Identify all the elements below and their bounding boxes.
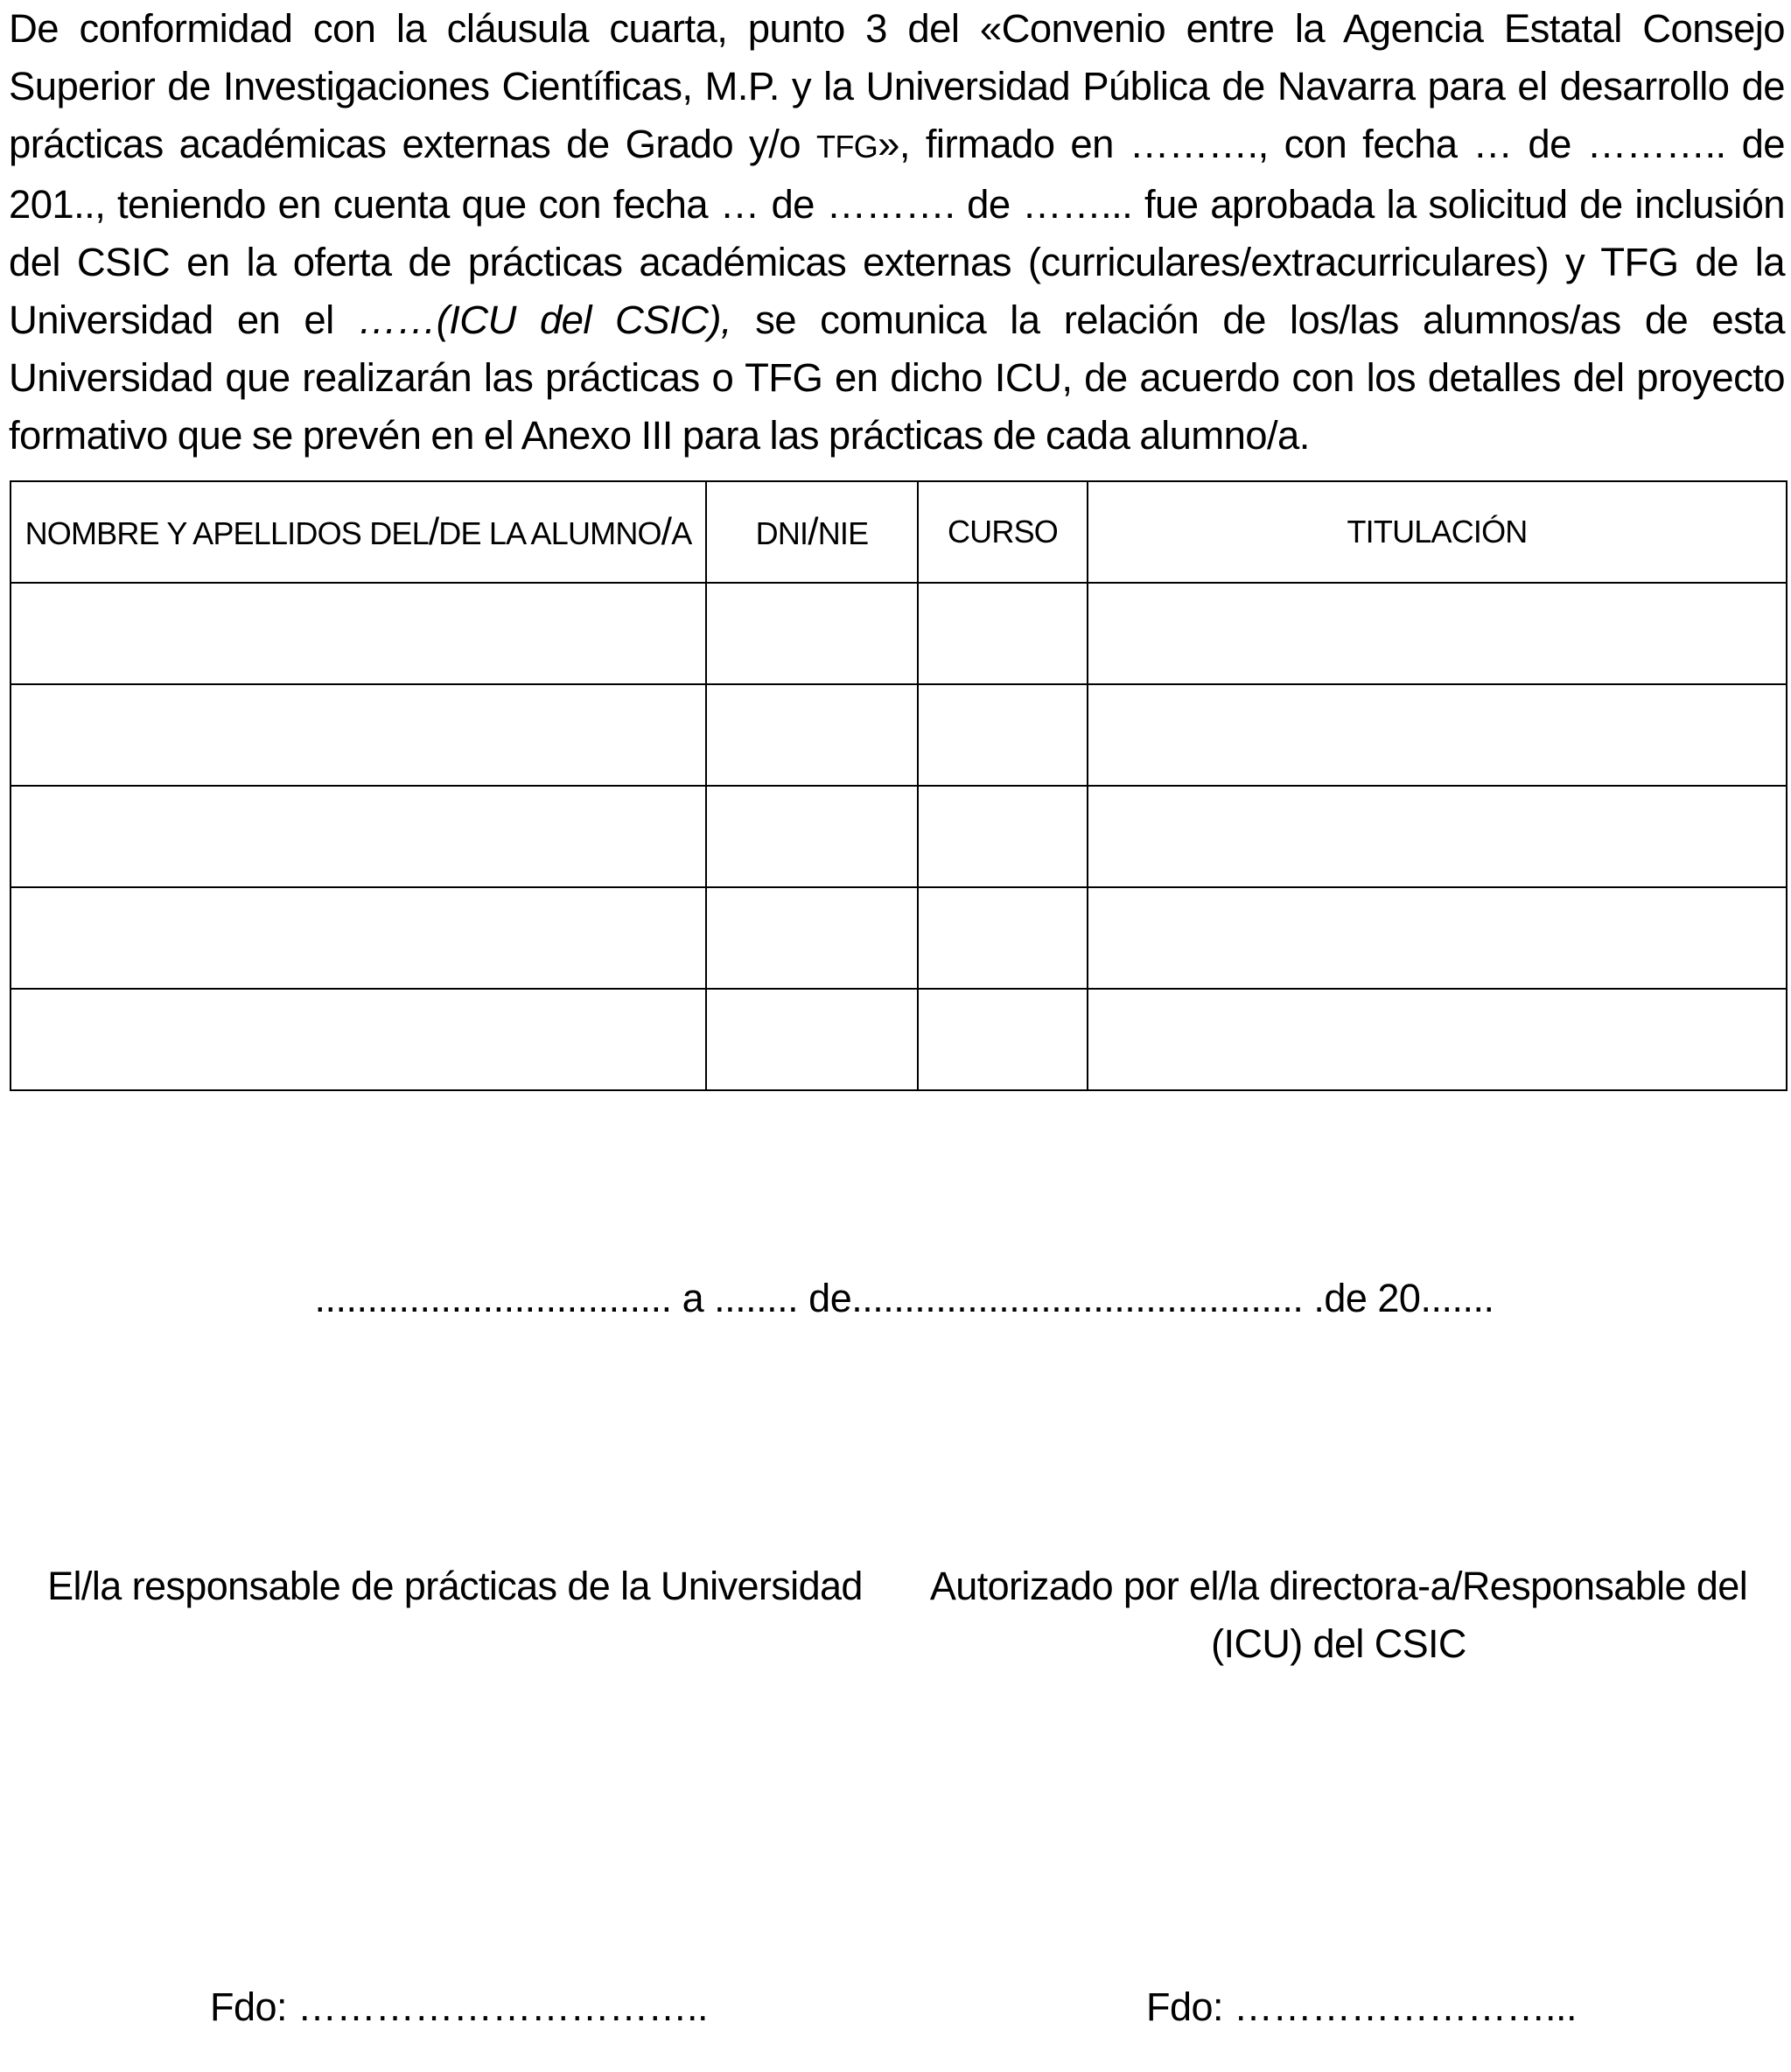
cell-nombre: [10, 989, 706, 1090]
intro-text-2: », firmado en ………., con fecha … de ……….. de 201.., teniendo en cuenta que con fecha … de ………. de ……... fue aprobada la solicitud de inclusión del CSIC en la oferta de prácticas académicas externas (curriculares/extracurriculares) y TFG de la Universidad en el: [9, 122, 1785, 342]
cell-curso: [918, 583, 1088, 684]
signature-university-label: El/la responsable de prácticas de la Universidad: [47, 1564, 863, 1608]
cell-dni: [706, 684, 918, 786]
cell-nombre: [10, 786, 706, 887]
header-dni: DNI/NIE: [706, 481, 918, 583]
cell-curso: [918, 887, 1088, 989]
cell-dni: [706, 583, 918, 684]
signature-csic-line1: Autorizado por el/la directora-a/Responsable del: [929, 1564, 1748, 1608]
cell-curso: [918, 684, 1088, 786]
cell-titulacion: [1088, 989, 1787, 1090]
header-titulacion: TITULACIÓN: [1088, 481, 1787, 583]
cell-titulacion: [1088, 887, 1787, 989]
table-row: [10, 786, 1787, 887]
cell-dni: [706, 989, 918, 1090]
students-table: [10, 480, 1788, 1091]
intro-icu-italic: ……(ICU del CSIC),: [357, 298, 731, 342]
table-row: [10, 887, 1787, 989]
cell-nombre: [10, 684, 706, 786]
intro-text-1: De conformidad con la cláusula cuarta, punto 3 del «Convenio entre la Agencia Estatal Consejo Superior de Investigaciones Científicas, M.P. y la Universidad Pública de Navarra para el desarrollo de prácticas académicas externas de Grado y/o: [9, 6, 1785, 166]
header-nombre: NOMBRE Y APELLIDOS DEL/DE LA ALUMNO/A: [10, 481, 706, 583]
intro-text-3: se comunica la relación de los/las alumnos/as de esta Universidad que realizarán las prácticas o TFG en dicho ICU, de acuerdo con los detalles del proyecto formativo que se prevén en el Anexo III para las prácticas de cada alumno/a.: [9, 298, 1786, 458]
cell-titulacion: [1088, 684, 1787, 786]
intro-paragraph: [9, 0, 1785, 465]
cell-titulacion: [1088, 786, 1787, 887]
cell-nombre: [10, 583, 706, 684]
header-curso: CURSO: [918, 481, 1088, 583]
cell-dni: [706, 887, 918, 989]
signature-csic-label: [927, 1558, 1750, 1673]
cell-dni: [706, 786, 918, 887]
cell-titulacion: [1088, 583, 1787, 684]
cell-curso: [918, 786, 1088, 887]
table-header-row: [10, 481, 1787, 583]
cell-nombre: [10, 887, 706, 989]
intro-tfg: TFG: [815, 129, 878, 164]
date-line: .................................. a ........ de........................................... .de 20.......: [314, 1276, 1494, 1320]
signature-csic-line2: (ICU) del CSIC: [1211, 1621, 1466, 1666]
table-row: [10, 684, 1787, 786]
table-row: [10, 583, 1787, 684]
table-row: [10, 989, 1787, 1090]
cell-curso: [918, 989, 1088, 1090]
signature-csic-fdo: Fdo: ……………………...: [1146, 1984, 1578, 2029]
signature-university-fdo: Fdo: …………………………..: [210, 1984, 709, 2029]
